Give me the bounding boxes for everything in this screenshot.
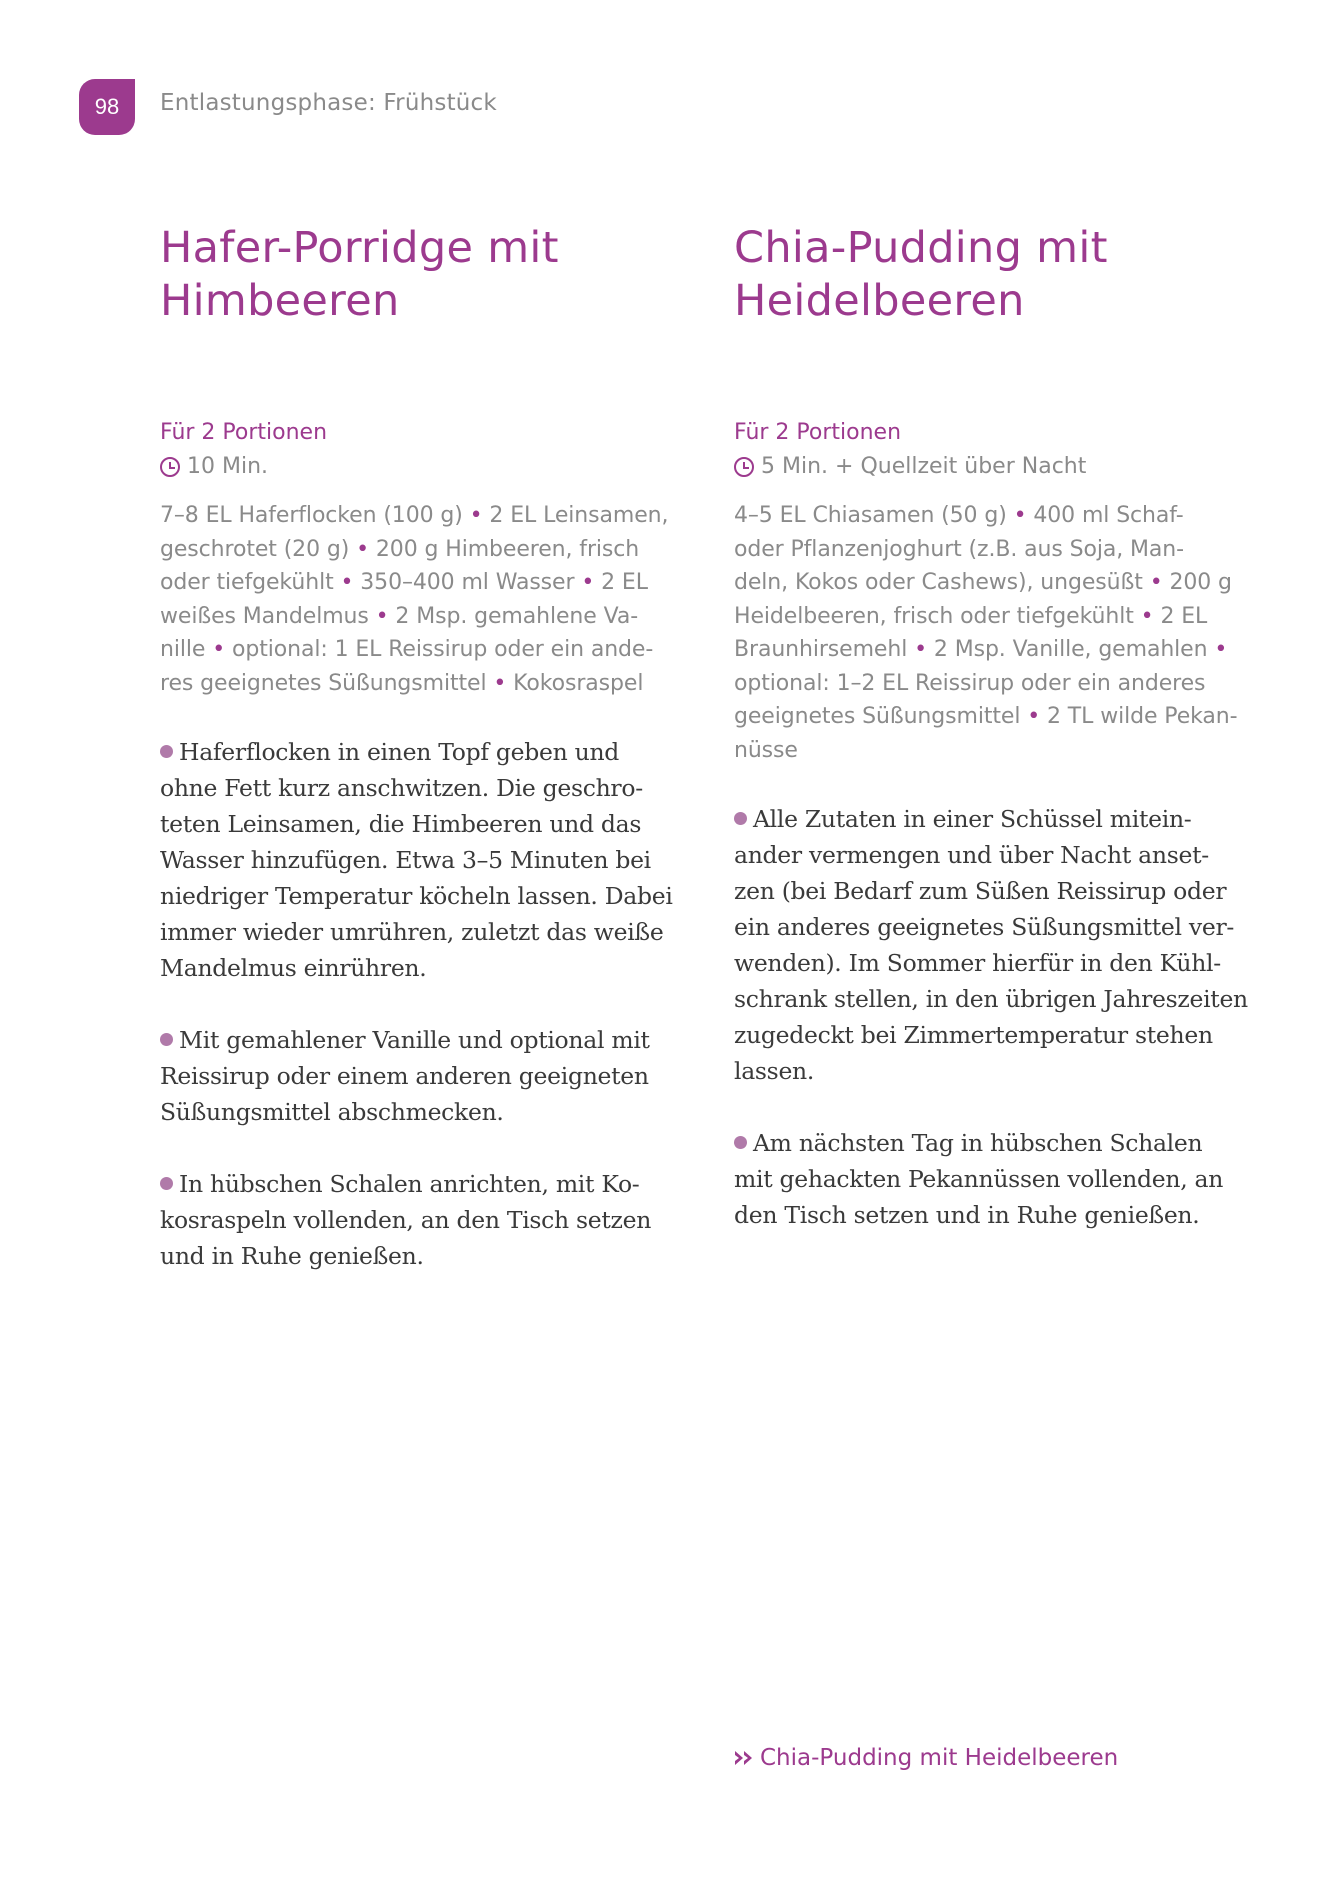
- ingredient-text: 200 g: [1169, 570, 1232, 595]
- ingredient-line: [734, 566, 1239, 600]
- ingredient-separator: •: [1214, 637, 1228, 662]
- prep-time: [734, 450, 1239, 484]
- running-header: Entlastungsphase: Frühstück: [160, 90, 497, 116]
- instruction-line: [734, 837, 1239, 873]
- ingredient-line: [160, 600, 665, 634]
- ingredient-text: oder tiefgekühlt: [160, 570, 341, 595]
- instruction-text: und in Ruhe genießen.: [160, 1242, 424, 1270]
- ingredient-text: 7–8 EL Haferflocken (100 g): [160, 503, 470, 528]
- instruction-line: [160, 1094, 665, 1130]
- ingredient-separator: •: [581, 570, 602, 595]
- ingredient-text: optional: 1 EL Reissirup oder ein ande-: [232, 637, 654, 662]
- ingredient-text: nille: [160, 637, 213, 662]
- instruction-text: wenden). Im Sommer hierfür in den Kühl-: [734, 949, 1221, 977]
- instruction-text: zugedeckt bei Zimmertemperatur stehen: [734, 1021, 1213, 1049]
- ingredient-separator: •: [1013, 503, 1034, 528]
- instruction-line: [734, 873, 1239, 909]
- ingredient-text: 350–400 ml Wasser: [360, 570, 582, 595]
- prep-time-text: 5 Min. + Quellzeit über Nacht: [761, 454, 1087, 479]
- ingredient-line: [734, 633, 1239, 667]
- instruction-step: [160, 1022, 665, 1130]
- instruction-line: [160, 914, 665, 950]
- ingredient-line: [160, 566, 665, 600]
- instruction-step: [734, 801, 1248, 1089]
- instruction-text: In hübschen Schalen anrichten, mit Ko-: [179, 1170, 640, 1198]
- ingredient-separator: •: [493, 670, 514, 696]
- instruction-text: ein anderes geeignetes Süßungsmittel ver-: [734, 913, 1235, 941]
- ingredient-text: 4–5 EL Chiasamen (50 g): [734, 503, 1014, 528]
- ingredient-text: 400 ml Schaf-: [1033, 503, 1184, 528]
- instruction-step: [160, 734, 673, 986]
- ingredient-separator: •: [1140, 603, 1161, 629]
- bullet-dot-icon: [160, 745, 173, 758]
- ingredient-text: 2 Msp. Vanille, gemahlen: [933, 637, 1215, 662]
- ingredient-text: Heidelbeeren, frisch oder tiefgekühlt: [734, 603, 1141, 629]
- ingredient-text: optional: 1–2 EL Reissirup oder ein anderes: [734, 670, 1206, 696]
- recipe-title: [160, 222, 665, 328]
- instruction-line: [734, 1125, 1239, 1161]
- instruction-text: Süßungsmittel abschmecken.: [160, 1098, 504, 1126]
- ingredient-text: 2 EL: [1160, 603, 1208, 629]
- prep-time: [160, 450, 665, 484]
- instruction-line: [160, 1166, 665, 1202]
- ingredient-separator: •: [1027, 704, 1048, 729]
- ingredient-line: [734, 600, 1239, 634]
- bullet-dot-icon: [734, 1136, 747, 1149]
- instruction-text: Mit gemahlener Vanille und optional mit: [179, 1026, 650, 1054]
- ingredient-line: [160, 667, 665, 701]
- recipe-title-line: Chia-Pudding mit: [734, 223, 1108, 273]
- instruction-text: Alle Zutaten in einer Schüssel mitein-: [753, 805, 1192, 833]
- ingredient-separator: •: [1149, 570, 1170, 595]
- instruction-line: [160, 878, 673, 914]
- instruction-text: Wasser hinzufügen. Etwa 3–5 Minuten bei: [160, 846, 651, 874]
- instruction-line: [734, 1197, 1239, 1233]
- instruction-text: ander vermengen und über Nacht anset-: [734, 841, 1209, 869]
- recipe-column-right: [734, 222, 1248, 1233]
- instruction-line: [160, 842, 665, 878]
- instruction-text: immer wieder umrühren, zuletzt das weiße: [160, 918, 664, 946]
- instruction-text: ohne Fett kurz anschwitzen. Die geschro-: [160, 774, 643, 802]
- ingredient-text: Kokosraspel: [513, 670, 644, 696]
- instruction-line: [160, 1202, 665, 1238]
- ingredient-separator: •: [340, 570, 361, 595]
- ingredient-text: Braunhirsemehl: [734, 637, 915, 662]
- instruction-line: [734, 945, 1239, 981]
- instruction-line: [160, 734, 665, 770]
- instruction-text: lassen.: [734, 1057, 815, 1085]
- recipe-title-line: Himbeeren: [160, 276, 400, 326]
- instruction-line: [160, 950, 665, 986]
- instruction-text: Reissirup oder einem anderen geeigneten: [160, 1062, 649, 1090]
- ingredient-text: 2 EL: [601, 570, 648, 595]
- instruction-line: [734, 1053, 1239, 1089]
- portions-label: Für 2 Portionen: [160, 420, 328, 445]
- instruction-line: [734, 1161, 1239, 1197]
- ingredient-line: [734, 734, 1239, 768]
- instruction-line: [734, 801, 1239, 837]
- instruction-line: [734, 1017, 1239, 1053]
- ingredient-separator: •: [469, 503, 490, 528]
- next-recipe-link[interactable]: [734, 1745, 1118, 1771]
- bullet-dot-icon: [734, 812, 747, 825]
- instruction-line: [160, 806, 665, 842]
- ingredient-text: oder Pflanzenjoghurt (z.B. aus Soja, Man-: [734, 536, 1184, 562]
- ingredient-line: [160, 533, 665, 567]
- instruction-line: [160, 1058, 665, 1094]
- ingredient-text: nüsse: [734, 737, 798, 763]
- ingredient-text: 2 Msp. gemahlene Va-: [395, 603, 639, 629]
- ingredient-text: 2 TL wilde Pekan-: [1047, 704, 1238, 729]
- ingredient-text: res geeignetes Süßungsmittel: [160, 670, 494, 696]
- ingredient-separator: •: [356, 536, 376, 562]
- instruction-text: kosraspeln vollenden, an den Tisch setzen: [160, 1206, 652, 1234]
- ingredient-line: [734, 700, 1239, 734]
- ingredient-list: [160, 499, 669, 700]
- ingredient-separator: •: [375, 603, 396, 629]
- instruction-line: [160, 1022, 665, 1058]
- instruction-step: [160, 1166, 665, 1274]
- ingredient-text: 200 g Himbeeren, frisch: [375, 536, 640, 562]
- instruction-step: [734, 1125, 1239, 1233]
- instruction-text: zen (bei Bedarf zum Süßen Reissirup oder: [734, 877, 1227, 905]
- ingredient-line: [160, 499, 669, 533]
- recipe-column-left: [160, 222, 673, 1274]
- instruction-text: teten Leinsamen, die Himbeeren und das: [160, 810, 642, 838]
- ingredient-text: geschrotet (20 g): [160, 536, 357, 562]
- double-chevron-right-icon: [734, 1750, 756, 1766]
- bullet-dot-icon: [160, 1033, 173, 1046]
- instruction-line: [160, 770, 665, 806]
- instruction-text: Mandelmus einrühren.: [160, 954, 427, 982]
- ingredient-text: 2 EL Leinsamen,: [489, 503, 669, 528]
- bullet-dot-icon: [160, 1177, 173, 1190]
- recipe-title: [734, 222, 1239, 328]
- portions-label: Für 2 Portionen: [734, 420, 902, 445]
- instruction-text: mit gehackten Pekannüssen vollenden, an: [734, 1165, 1224, 1193]
- ingredient-line: [734, 533, 1239, 567]
- ingredient-text: geeignetes Süßungsmittel: [734, 704, 1028, 729]
- instruction-text: schrank stellen, in den übrigen Jahreszeiten: [734, 985, 1248, 1013]
- page-number: 98: [94, 94, 120, 119]
- prep-time-text: 10 Min.: [187, 454, 269, 479]
- recipe-title-line: Heidelbeeren: [734, 276, 1025, 326]
- ingredient-separator: •: [914, 637, 934, 662]
- ingredient-text: deln, Kokos oder Cashews), ungesüßt: [734, 570, 1150, 595]
- ingredient-line: [734, 667, 1239, 701]
- ingredient-line: [734, 499, 1239, 533]
- instruction-text: Am nächsten Tag in hübschen Schalen: [753, 1129, 1203, 1157]
- ingredient-line: [160, 633, 665, 667]
- instruction-line: [160, 1238, 665, 1274]
- ingredient-text: weißes Mandelmus: [160, 603, 376, 629]
- recipe-title-line: Hafer-Porridge mit: [160, 223, 559, 273]
- page-number-badge: [79, 79, 135, 135]
- instruction-line: [734, 909, 1239, 945]
- next-recipe-link-text: Chia-Pudding mit Heidelbeeren: [760, 1745, 1119, 1771]
- instruction-line: [734, 981, 1248, 1017]
- ingredient-list: [734, 499, 1239, 767]
- instruction-text: niedriger Temperatur köcheln lassen. Dabei: [160, 882, 673, 910]
- ingredient-separator: •: [212, 637, 232, 662]
- instruction-text: den Tisch setzen und in Ruhe genießen.: [734, 1201, 1200, 1229]
- instruction-text: Haferflocken in einen Topf geben und: [179, 738, 620, 766]
- clock-icon: [734, 457, 754, 477]
- clock-icon: [160, 457, 180, 477]
